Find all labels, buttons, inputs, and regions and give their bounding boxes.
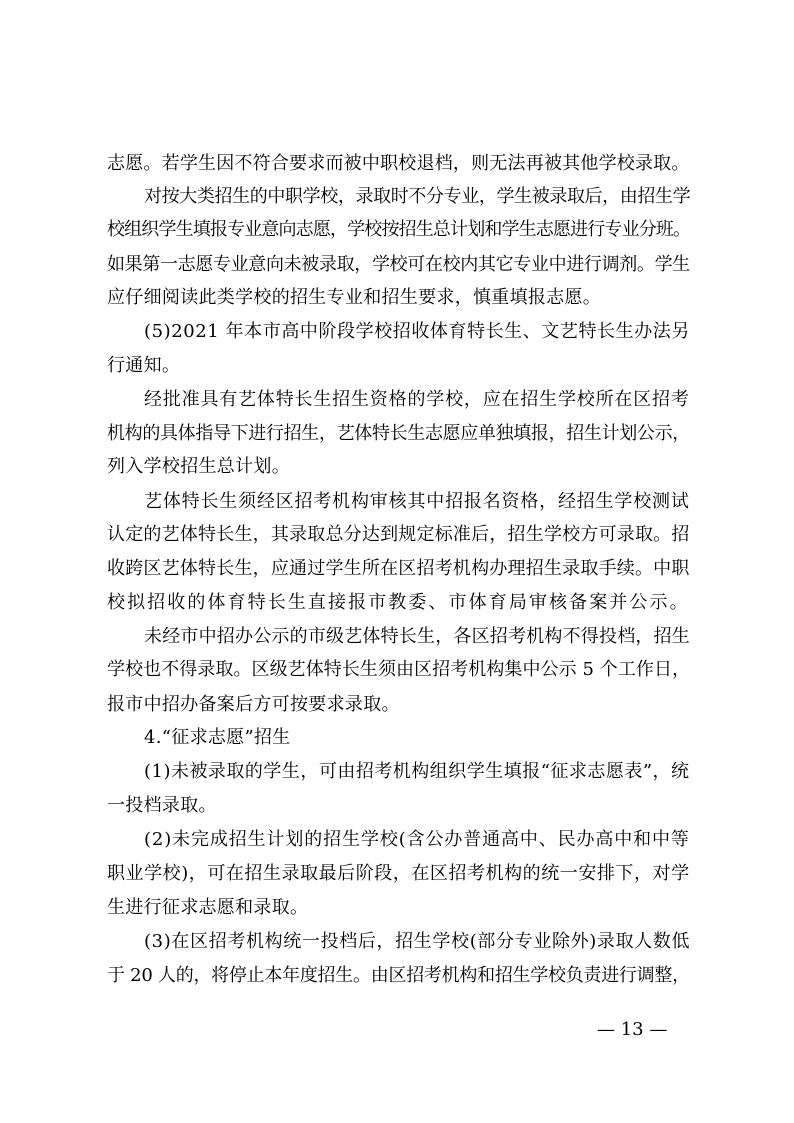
text-line: (1)未被录取的学生，可由招考机构组织学生填报“征求志愿表”，统: [144, 761, 690, 782]
text-line: 经批准具有艺体特长生招生资格的学校，应在招生学校所在区招考: [144, 389, 690, 410]
text-line: 艺体特长生须经区招考机构审核其中招报名资格，经招生学校测试: [144, 491, 690, 512]
text-line: 应仔细阅读此类学校的招生专业和招生要求，慎重填报志愿。: [107, 287, 602, 308]
text-line: 收跨区艺体特长生，应通过学生所在区招考机构办理招生录取手续。中职: [107, 558, 690, 579]
text-line: (5)2021 年本市高中阶段学校招收体育特长生、文艺特长生办法另: [144, 321, 690, 342]
text-line: 列入学校招生总计划。: [107, 456, 290, 477]
text-line: 认定的艺体特长生，其录取总分达到规定标准后，招生学校方可录取。招: [107, 524, 690, 545]
text-line: 学校也不得录取。区级艺体特长生须由区招考机构集中公示 5 个工作日，: [107, 659, 691, 680]
text-line: 行通知。: [107, 355, 181, 376]
text-line: 4.“征求志愿”招生: [144, 727, 291, 748]
text-line: (3)在区招考机构统一投档后，招生学校(部分专业除外)录取人数低: [144, 931, 691, 952]
text-line: 机构的具体指导下进行招生，艺体特长生志愿应单独填报，招生计划公示，: [107, 423, 690, 444]
text-line: 职业学校)，可在招生录取最后阶段，在区招考机构的统一安排下，对学: [107, 863, 690, 884]
text-line: 校组织学生填报专业意向志愿，学校按招生总计划和学生志愿进行专业分班。: [107, 219, 691, 240]
text-line: (2)未完成招生计划的招生学校(含公办普通高中、民办高中和中等: [144, 829, 690, 850]
text-line: 对按大类招生的中职学校，录取时不分专业，学生被录取后，由招生学: [144, 186, 691, 207]
text-line: 生进行征求志愿和录取。: [107, 897, 309, 918]
page-number: — 13 —: [597, 1019, 668, 1040]
text-line: 如果第一志愿专业意向未被录取，学校可在校内其它专业中进行调剂。学生: [107, 254, 690, 275]
text-line: 报市中招办备案后方可按要求录取。: [107, 694, 400, 715]
text-line: 未经市中招办公示的市级艺体特长生，各区招考机构不得投档，招生: [144, 626, 690, 647]
text-line: 一投档录取。: [107, 795, 217, 816]
text-line: 校拟招收的体育特长生直接报市教委、市体育局审核备案并公示。: [107, 592, 690, 613]
text-line: 志愿。若学生因不符合要求而被中职校退档，则无法再被其他学校录取。: [107, 153, 690, 174]
text-line: 于 20 人的，将停止本年度招生。由区招考机构和招生学校负责进行调整，: [107, 965, 690, 986]
